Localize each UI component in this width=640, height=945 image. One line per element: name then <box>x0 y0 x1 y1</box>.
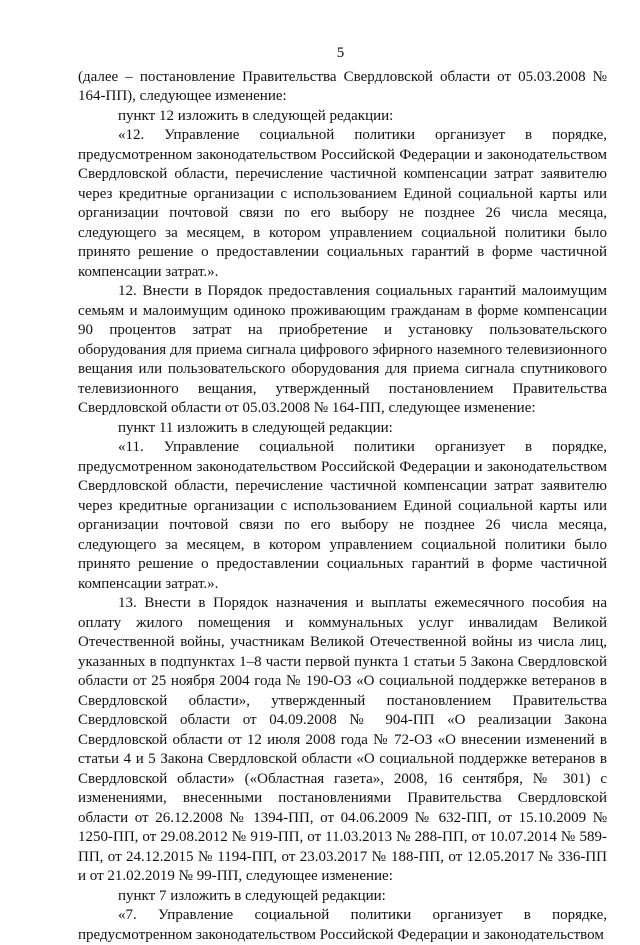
page-number: 5 <box>336 45 345 61</box>
paragraph-item-11-instruction: пункт 11 изложить в следующей редакции: <box>118 419 393 436</box>
paragraph-item-12-instruction: пункт 12 изложить в следующей редакции: <box>118 107 394 124</box>
paragraph-item-7-text: «7. Управление социальной политики организует в порядке, предусмотренном законодательством Российской Федерации и законодательством <box>78 907 607 943</box>
paragraph-section-13: 13. Внести в Порядок назначения и выплаты ежемесячного пособия на оплату жилого помещения и коммунальных услуг инвалидам Великой Отечественной войны, участникам Великой Отечественной войны из числа лиц, указанных в подпунктах 1–8 части первой пункта 1 статьи 5 Закона Свердловской области от 25 ноября 2004 года № 190-ОЗ «О социальной поддержке ветеранов в Свердловской области», утвержденный постановлением Правительства Свердловской области от 04.09.2008 № 904-ПП «О реализации Закона Свердловской области от 12 июля 2008 года № 72-ОЗ «О внесении изменений в статьи 4 и 5 Закона Свердловской области «О социальной поддержке ветеранов в Свердловской области» («Областная газета», 2008, 16 сентября, № 301) с изменениями, внесенными постановлениями Правительства Свердловской области от 26.12.2008 № 1394-ПП, от 04.06.2009 № 632-ПП, от 15.10.2009 № 1250-ПП, от 29.08.2012 № 919-ПП, от 11.03.2013 № 288-ПП, от 10.07.2014 № 589-ПП, от 24.12.2015 № 1194-ПП, от 23.03.2017 № 188-ПП, от 12.05.2017 № 336-ПП и от 21.02.2019 № 99-ПП, следующее изменение: <box>78 595 607 884</box>
paragraph-item-12-text: «12. Управление социальной политики организует в порядке, предусмотренном законодательством Российской Федерации и законодательством Свердловской области, перечисление частичной компенсации затрат заявителю через кредитные организации с использованием Единой социальной карты или организации почтовой связи по его выбору не позднее 26 числа месяца, следующего за месяцем, в котором управлением социальной политики было принято решение о предоставлении социальных гарантий в форме частичной компенсации затрат.». <box>78 127 607 280</box>
paragraph-item-7-instruction: пункт 7 изложить в следующей редакции: <box>118 887 386 904</box>
paragraph-item-11-text: «11. Управление социальной политики организует в порядке, предусмотренном законодательством Российской Федерации и законодательством Свердловской области, перечисление частичной компенсации затрат заявителю через кредитные организации с использованием Единой социальной карты или организации почтовой связи по его выбору не позднее 26 числа месяца, следующего за месяцем, в котором управлением социальной политики было принято решение о предоставлении социальных гарантий в форме частичной компенсации затрат.». <box>78 439 607 592</box>
paragraph-intro-continuation: (далее – постановление Правительства Свердловской области от 05.03.2008 № 164-ПП), следующее изменение: <box>78 68 607 104</box>
paragraph-section-12: 12. Внести в Порядок предоставления социальных гарантий малоимущим семьям и малоимущим одиноко проживающим гражданам в форме компенсации 90 процентов затрат на приобретение и установку пользовательского оборудования для приема сигнала цифрового эфирного наземного телевизионного вещания или пользовательского оборудования для приема сигнала спутникового телевизионного вещания, утвержденный постановлением Правительства Свердловской области от 05.03.2008 № 164-ПП, следующее изменение: <box>78 283 607 416</box>
